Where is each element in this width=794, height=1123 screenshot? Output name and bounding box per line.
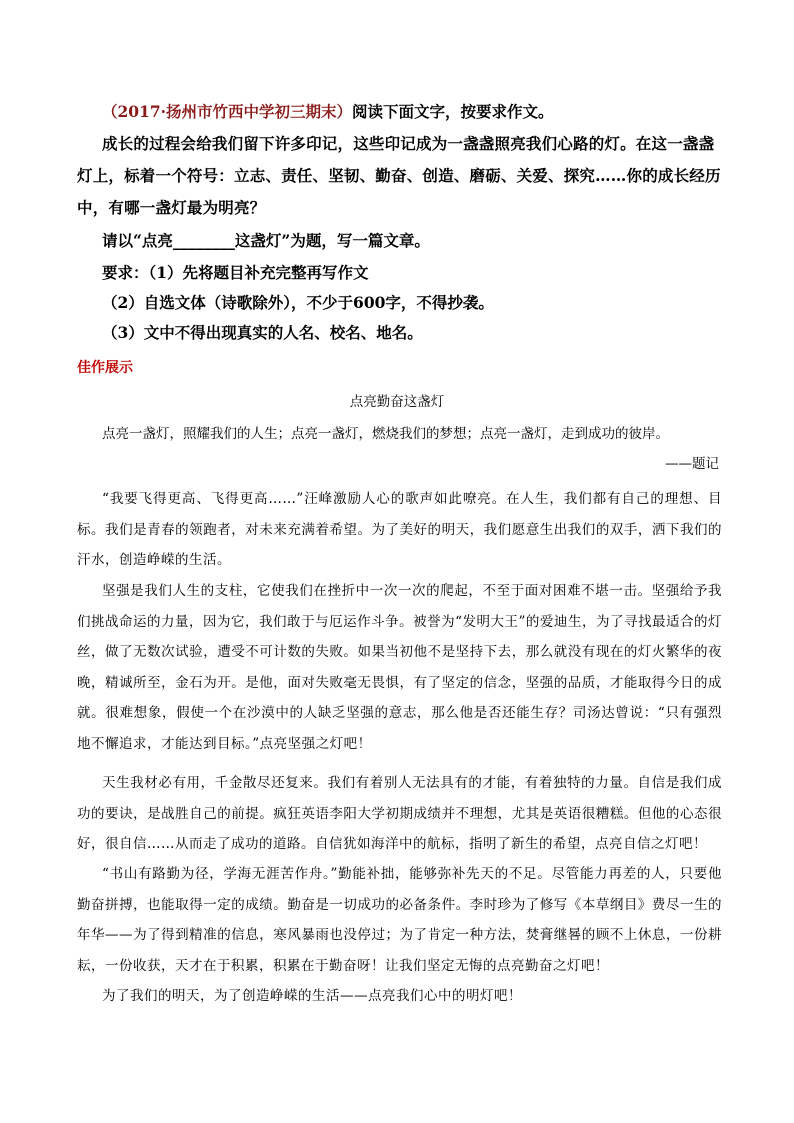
question-instruction: 阅读下面文字，按要求作文。 <box>352 102 554 121</box>
essay-paragraph-1: “我要飞得更高、飞得更高……”汪峰激励人心的歌声如此嘹亮。在人生，我们都有自己的理想、目标。我们是青春的领跑者，对未来充满着希望。为了美好的明天，我们愿意生出我们的双手，洒下我们的汗水，创造峥嵘的生活。 <box>77 491 722 568</box>
question-title-task: 请以“点亮________这盏灯”为题，写一篇文章。 <box>102 231 430 250</box>
essay-paragraph-3: 天生我材必有用，千金散尽还复来。我们有着别人无法具有的才能，有着独特的力量。自信是我们成功的要诀，是战胜自己的前提。疯狂英语李阳大学初期成绩并不理想，尤其是英语很糟糕。但他的心态很好，很自信……从而走了成功的道路。自信犹如海洋中的航标，指明了新生的希望，点亮自信之灯吧！ <box>77 775 722 852</box>
essay-title: 点亮勤奋这盏灯 <box>349 394 445 410</box>
section-label: 佳作展示 <box>77 360 133 376</box>
question-requirement-2: （2）自选文体（诗歌除外），不少于600字，不得抄袭。 <box>102 293 494 312</box>
essay-epigraph-signature: ——题记 <box>665 456 719 472</box>
essay-paragraph-5: 为了我们的明天，为了创造峥嵘的生活——点亮我们心中的明灯吧！ <box>102 988 522 1004</box>
essay-paragraph-2: 坚强是我们人生的支柱，它使我们在挫折中一次一次的爬起，不至于面对困难不堪一击。坚强给予我们挑战命运的力量，因为它，我们敢于与厄运作斗争。被誉为“发明大王”的爱迪生，为了寻找最适合的灯丝，做了无数次试验，遭受不可计数的失败。如果当初他不是坚持下去，那么就没有现在的灯火繁华的夜晚，精诚所至，金石为开。是他，面对失败毫无畏惧，有了坚定的信念，坚强的品质，才能取得今日的成就。很难想象，假使一个在沙漠中的人缺乏坚强的意志，那么他是否还能生存？司汤达曾说：“只有强烈地不懈追求，才能达到目标。”点亮坚强之灯吧！ <box>77 583 722 752</box>
question-source: （2017·扬州市竹西中学初三期末） <box>102 102 353 121</box>
question-requirement-3: （3）文中不得出现真实的人名、校名、地名。 <box>102 323 423 342</box>
question-prompt: 成长的过程会给我们留下许多印记，这些印记成为一盏盏照亮我们心路的灯。在这一盏盏灯上，标着一个符号：立志、责任、坚韧、勤奋、创造、磨砺、关爱、探究……你的成长经历中，有哪一盏灯最为明亮？ <box>77 134 721 217</box>
essay-epigraph: 点亮一盏灯，照耀我们的人生；点亮一盏灯，燃烧我们的梦想；点亮一盏灯，走到成功的彼岸。 <box>102 426 669 442</box>
question-header <box>102 101 722 123</box>
essay-paragraph-4: “书山有路勤为径，学海无涯苦作舟。”勤能补拙，能够弥补先天的不足。尽管能力再差的人，只要他勤奋拼搏，也能取得一定的成绩。勤奋是一切成功的必备条件。李时珍为了修写《本草纲目》费尽一生的年华——为了得到精准的信息，寒风暴雨也没停过；为了肯定一种方法，焚膏继晷的顾不上休息，一份耕耘，一份收获，天才在于积累，积累在于勤奋呀！让我们坚定无悔的点亮勤奋之灯吧！ <box>77 866 722 974</box>
question-requirement-1: 要求：（1）先将题目补充完整再写作文 <box>102 263 369 282</box>
